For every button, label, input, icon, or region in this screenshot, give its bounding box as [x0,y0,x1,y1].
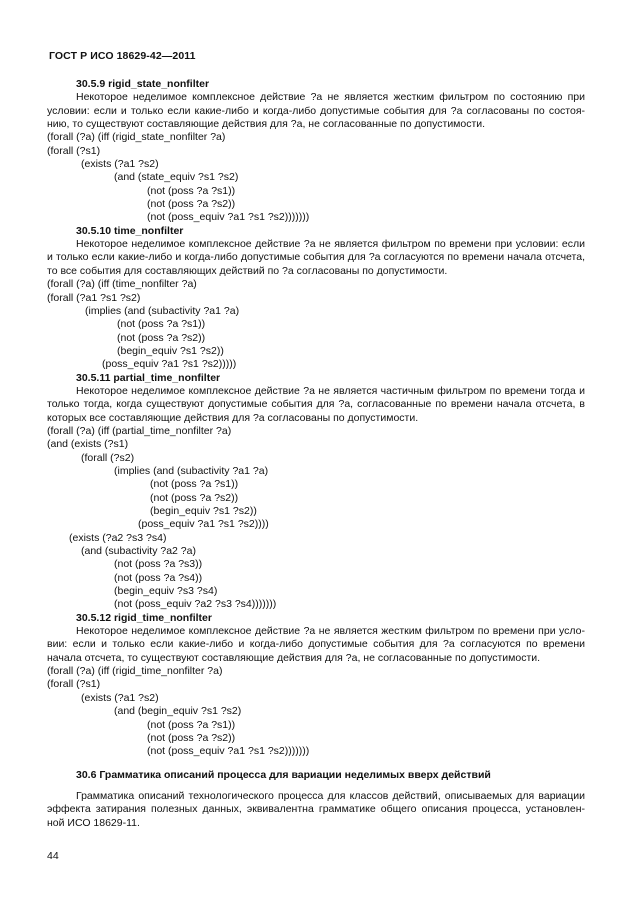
paragraph-line: Некоторое неделимое комплексное действие ?a не является фильтром по времени при условии: если [76,238,585,251]
code-line: (poss_equiv ?a1 ?s1 ?s2)))) [138,518,269,531]
paragraph-line: Некоторое неделимое комплексное действие ?a не является жестким фильтром по состоянию при [76,91,585,104]
code-line: (not (poss_equiv ?a2 ?s3 ?s4))))))) [114,598,277,611]
code-line: (not (poss ?a ?s1)) [147,718,236,731]
code-line: (forall (?a1 ?s1 ?s2) [47,291,141,304]
document-header: ГОСТ Р ИСО 18629-42—2011 [49,50,196,62]
code-line: (forall (?a) (iff (time_nonfilter ?a) [47,278,197,291]
code-line: (implies (and (subactivity ?a1 ?a) [85,304,240,317]
section-heading-time-nonfilter: 30.5.10 time_nonfilter [76,224,184,237]
code-line: (not (poss ?a ?s2)) [150,491,239,504]
code-line: (forall (?s1) [47,678,101,691]
paragraph-line: только тогда, когда существуют допустимые события для ?a, согласованные по времени начала отсчета, в [47,398,585,411]
section-heading-rigid-time-nonfilter: 30.5.12 rigid_time_nonfilter [76,611,212,624]
code-line: (and (subactivity ?a2 ?a) [81,545,196,558]
paragraph-line: вии: если и только если какие-либо и когда-либо допустимые события для ?a согласуются по времени [47,638,585,651]
code-line: (begin_equiv ?s3 ?s4) [114,585,218,598]
code-line: (not (poss ?a ?s3)) [114,558,203,571]
code-line: (forall (?s1) [47,144,101,157]
code-line: (and (begin_equiv ?s1 ?s2) [114,705,242,718]
paragraph-line: ной ИСО 18629-11. [47,816,140,829]
paragraph-line: эффекта затирания полезных данных, эквивалентна грамматике общего описания процесса, установлен- [47,803,585,816]
document-body [47,78,585,830]
paragraph-line: условии: если и только если какие-либо и когда-либо допустимые события для ?a согласованы по состоя- [47,104,585,117]
code-line: (forall (?a) (iff (partial_time_nonfilter ?a) [47,424,232,437]
paragraph-line: нию, то существуют составляющие действия для ?a, не согласованные по допустимости. [47,118,486,131]
code-line: (not (poss ?a ?s1)) [147,184,236,197]
code-line: (not (poss_equiv ?a1 ?s1 ?s2))))))) [147,745,310,758]
paragraph-line: и только если какие-либо и когда-либо допустимые события для ?a согласуются по времени начала отсчета, [47,251,585,264]
code-line: (exists (?a1 ?s2) [81,691,159,704]
code-line: (not (poss ?a ?s2)) [147,731,236,744]
paragraph-line: начала отсчета, то существуют составляющие действия для ?a, не согласованные по допустимости. [47,651,541,664]
code-line: (implies (and (subactivity ?a1 ?a) [114,464,269,477]
code-line: (poss_equiv ?a1 ?s1 ?s2))))) [102,358,237,371]
section-heading-30-6: 30.6 Грамматика описаний процесса для вариации неделимых вверх действий [76,768,491,781]
paragraph-line: Грамматика описаний технологического процесса для классов действий, описываемых для вариации [76,789,585,802]
paragraph-line: Некоторое неделимое комплексное действие ?a не является частичным фильтром по времени тогда и [76,384,585,397]
paragraph-line: которых все составляющие действия для ?a согласованы по допустимости. [47,411,419,424]
section-heading-rigid-state-nonfilter: 30.5.9 rigid_state_nonfilter [76,78,210,90]
page-number: 44 [47,850,59,862]
code-line: (and (exists (?s1) [47,438,129,451]
code-line: (exists (?a1 ?s2) [81,158,159,171]
paragraph-line: то все события для составляющих действий по ?a согласованы по допустимости. [47,264,448,277]
code-line: (not (poss ?a ?s1)) [117,318,206,331]
code-line: (not (poss_equiv ?a1 ?s1 ?s2))))))) [147,211,310,224]
code-line: (begin_equiv ?s1 ?s2)) [150,505,257,517]
code-line: (not (poss ?a ?s1)) [150,478,239,491]
code-line: (forall (?s2) [81,451,135,464]
code-line: (begin_equiv ?s1 ?s2)) [117,344,224,357]
code-line: (not (poss ?a ?s4)) [114,571,203,584]
code-line: (not (poss ?a ?s2)) [147,198,236,211]
code-line: (exists (?a2 ?s3 ?s4) [69,531,167,544]
paragraph-line: Некоторое неделимое комплексное действие ?a не является жестким фильтром по времени при усло- [76,625,585,638]
code-line: (forall (?a) (iff (rigid_time_nonfilter ?a) [47,665,223,678]
section-heading-partial-time-nonfilter: 30.5.11 partial_time_nonfilter [76,371,221,384]
code-line: (and (state_equiv ?s1 ?s2) [114,171,239,184]
code-line: (forall (?a) (iff (rigid_state_nonfilter ?a) [47,131,226,144]
code-line: (not (poss ?a ?s2)) [117,331,206,344]
